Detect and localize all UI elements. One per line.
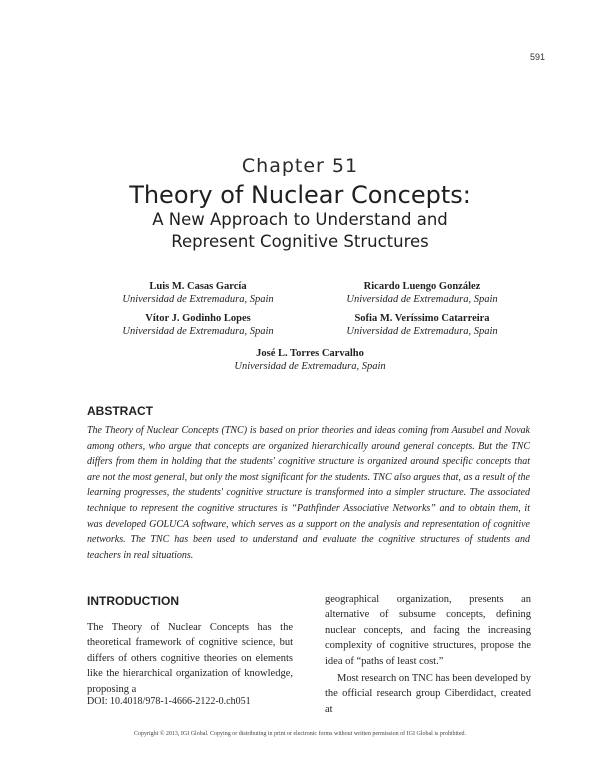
- paper-subtitle-line-1: A New Approach to Understand and: [152, 210, 448, 229]
- paper-title: Theory of Nuclear Concepts:: [129, 181, 471, 209]
- author-name: Vítor J. Godinho Lopes: [145, 313, 251, 324]
- copyright-notice: Copyright © 2013, IGI Global. Copying or distributing in print or electronic forms without written permission of IGI Global is prohibited.: [133, 731, 466, 737]
- author-name: Ricardo Luengo González: [363, 281, 481, 292]
- author-block: [292, 312, 552, 338]
- author-block: [68, 312, 328, 338]
- paper-subtitle-line-2: Represent Cognitive Structures: [171, 232, 429, 251]
- page-number: 591: [529, 52, 545, 62]
- intro-right-column: [325, 592, 531, 717]
- author-affiliation: Universidad de Extremadura, Spain: [122, 294, 274, 305]
- abstract-text: The Theory of Nuclear Concepts (TNC) is based on prior theories and ideas coming from Ausubel and Novak among others, who argue that concepts are organized hierarchically around general concepts. But the TNC differs from them in holding that the students' cognitive structure is organized around specific concepts that are not the most general, but only the most significant for the students. TNC also argues that, as a result of the learning progresses, the students' cognitive structure is transformed into a simpler structure. The associated technique to represent the cognitive structures is “Pathfinder Associative Networks” and to obtain them, it was developed GOLUCA software, which serves as a support on the analysis and representation of cognitive networks. The TNC has been used to understand and evaluate the cognitive structures of students and teachers in real situations.: [87, 425, 530, 561]
- author-name: Sofia M. Veríssimo Catarreira: [354, 313, 490, 324]
- intro-paragraph: Most research on TNC has been developed by the official research group Ciberdidact, created at: [325, 673, 531, 715]
- intro-paragraph: geographical organization, presents an alternative of subsume concepts, defining nuclear concepts, and facing the increasing complexity of cognitive structures, propose the idea of “paths of least cost.”: [325, 594, 531, 667]
- author-affiliation: Universidad de Extremadura, Spain: [346, 326, 498, 337]
- author-block: [292, 280, 552, 306]
- introduction-heading: INTRODUCTION: [87, 594, 179, 608]
- chapter-label: Chapter 51: [241, 155, 359, 177]
- author-name: Luis M. Casas García: [149, 281, 247, 292]
- author-affiliation: Universidad de Extremadura, Spain: [122, 326, 274, 337]
- author-block: [180, 347, 440, 373]
- intro-paragraph: The Theory of Nuclear Concepts has the theoretical framework of cognitive science, but differs of others cognitive theories on elements like the hierarchical organization of knowledge, proposing a: [87, 622, 293, 695]
- abstract-heading: ABSTRACT: [87, 404, 153, 418]
- intro-left-column: [87, 620, 293, 697]
- author-name: José L. Torres Carvalho: [256, 348, 364, 359]
- author-block: [68, 280, 328, 306]
- author-affiliation: Universidad de Extremadura, Spain: [234, 361, 386, 372]
- doi-line: DOI: 10.4018/978-1-4666-2122-0.ch051: [87, 696, 251, 707]
- author-affiliation: Universidad de Extremadura, Spain: [346, 294, 498, 305]
